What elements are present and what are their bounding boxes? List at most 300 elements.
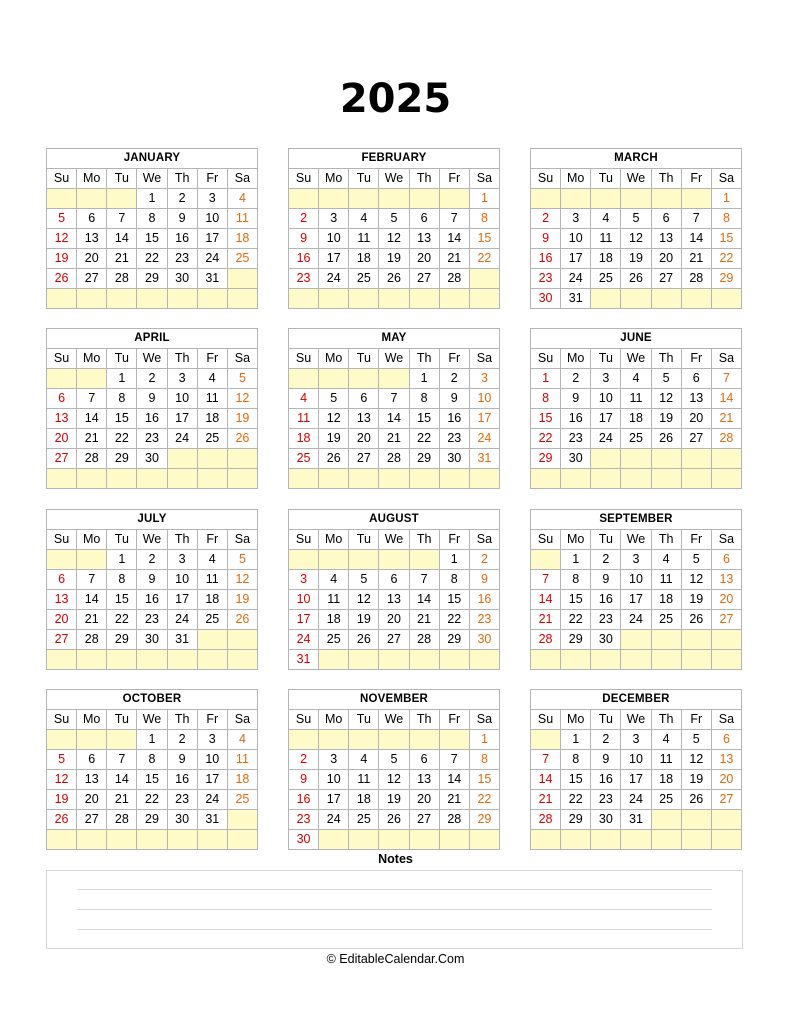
weekday-header: Fr [197,349,227,369]
empty-cell [77,289,107,309]
day-cell: 8 [137,750,167,770]
day-cell: 17 [167,409,197,429]
empty-cell [651,189,681,209]
day-cell: 21 [379,429,409,449]
day-cell: 28 [439,269,469,289]
empty-cell [439,469,469,489]
day-cell: 27 [681,429,711,449]
weekday-header: We [137,530,167,550]
day-cell: 28 [107,810,137,830]
day-cell: 23 [137,610,167,630]
day-cell: 19 [47,790,77,810]
empty-cell [319,650,349,670]
day-cell: 16 [561,409,591,429]
empty-cell [531,550,561,570]
day-cell: 23 [591,610,621,630]
day-cell: 11 [591,229,621,249]
day-cell: 19 [621,249,651,269]
day-cell: 8 [561,570,591,590]
day-cell: 3 [561,209,591,229]
day-cell: 22 [531,429,561,449]
day-cell: 30 [469,630,499,650]
day-cell: 4 [591,209,621,229]
day-cell: 4 [319,570,349,590]
month-name: JANUARY [47,149,258,169]
day-cell: 11 [197,389,227,409]
day-cell: 25 [621,429,651,449]
day-cell: 24 [591,429,621,449]
day-cell: 15 [409,409,439,429]
day-cell: 1 [469,189,499,209]
empty-cell [227,630,257,650]
month-june [530,328,742,489]
weekday-header: Fr [197,530,227,550]
weekday-header: Th [651,710,681,730]
day-cell: 27 [47,449,77,469]
day-cell: 1 [137,189,167,209]
notes-box[interactable] [46,870,743,949]
weekday-header: Th [409,710,439,730]
day-cell: 14 [531,770,561,790]
day-cell: 28 [409,630,439,650]
empty-cell [379,469,409,489]
day-cell: 11 [197,570,227,590]
empty-cell [379,730,409,750]
day-cell: 28 [107,269,137,289]
weekday-header: Sa [227,349,257,369]
empty-cell [47,650,77,670]
day-cell: 19 [227,409,257,429]
weekday-header: Su [47,710,77,730]
day-cell: 19 [651,409,681,429]
day-cell: 19 [681,770,711,790]
day-cell: 16 [137,590,167,610]
day-cell: 5 [319,389,349,409]
empty-cell [137,289,167,309]
weekday-header: Sa [711,710,741,730]
day-cell: 29 [107,449,137,469]
day-cell: 26 [681,790,711,810]
empty-cell [561,189,591,209]
day-cell: 1 [531,369,561,389]
month-december [530,689,742,850]
day-cell: 11 [319,590,349,610]
day-cell: 1 [107,550,137,570]
day-cell: 18 [289,429,319,449]
day-cell: 28 [531,810,561,830]
month-name: JULY [47,510,258,530]
day-cell: 23 [167,790,197,810]
day-cell: 31 [561,289,591,309]
empty-cell [561,469,591,489]
day-cell: 24 [561,269,591,289]
day-cell: 26 [681,610,711,630]
weekday-header: Sa [711,169,741,189]
empty-cell [681,650,711,670]
empty-cell [319,730,349,750]
day-cell: 18 [349,249,379,269]
day-cell: 11 [227,209,257,229]
day-cell: 13 [409,770,439,790]
day-cell: 24 [319,269,349,289]
month-august [288,509,500,670]
empty-cell [409,289,439,309]
day-cell: 13 [379,590,409,610]
day-cell: 10 [319,770,349,790]
day-cell: 5 [349,570,379,590]
empty-cell [409,469,439,489]
day-cell: 12 [47,770,77,790]
day-cell: 14 [77,590,107,610]
day-cell: 9 [289,229,319,249]
day-cell: 17 [469,409,499,429]
day-cell: 16 [167,229,197,249]
day-cell: 18 [651,590,681,610]
day-cell: 12 [227,570,257,590]
weekday-header: Th [167,530,197,550]
day-cell: 22 [107,610,137,630]
day-cell: 21 [77,429,107,449]
day-cell: 7 [379,389,409,409]
day-cell: 29 [711,269,741,289]
weekday-header: Th [409,530,439,550]
empty-cell [167,449,197,469]
day-cell: 22 [561,610,591,630]
day-cell: 7 [439,750,469,770]
empty-cell [379,650,409,670]
day-cell: 23 [289,269,319,289]
day-cell: 1 [711,189,741,209]
day-cell: 6 [409,750,439,770]
day-cell: 16 [167,770,197,790]
day-cell: 30 [591,810,621,830]
day-cell: 23 [469,610,499,630]
weekday-header: Th [167,710,197,730]
day-cell: 25 [319,630,349,650]
day-cell: 14 [439,229,469,249]
notes-line [77,929,712,930]
day-cell: 15 [531,409,561,429]
empty-cell [167,830,197,850]
day-cell: 20 [651,249,681,269]
month-october [46,689,258,850]
day-cell: 26 [651,429,681,449]
empty-cell [379,289,409,309]
weekday-header: Sa [469,349,499,369]
day-cell: 1 [561,730,591,750]
day-cell: 23 [137,429,167,449]
day-cell: 24 [289,630,319,650]
day-cell: 24 [167,610,197,630]
day-cell: 31 [621,810,651,830]
day-cell: 30 [289,830,319,850]
day-cell: 9 [137,570,167,590]
empty-cell [379,830,409,850]
empty-cell [289,369,319,389]
empty-cell [349,289,379,309]
day-cell: 14 [77,409,107,429]
empty-cell [591,830,621,850]
day-cell: 14 [107,770,137,790]
empty-cell [591,650,621,670]
day-cell: 16 [469,590,499,610]
day-cell: 29 [561,630,591,650]
day-cell: 7 [681,209,711,229]
day-cell: 26 [227,429,257,449]
empty-cell [227,650,257,670]
day-cell: 22 [469,249,499,269]
weekday-header: Fr [681,530,711,550]
day-cell: 18 [621,409,651,429]
weekday-header: Th [167,349,197,369]
empty-cell [711,449,741,469]
day-cell: 21 [77,610,107,630]
day-cell: 26 [319,449,349,469]
day-cell: 13 [77,770,107,790]
day-cell: 1 [409,369,439,389]
empty-cell [651,469,681,489]
day-cell: 23 [531,269,561,289]
weekday-header: Su [531,710,561,730]
day-cell: 4 [349,750,379,770]
day-cell: 9 [591,570,621,590]
empty-cell [651,650,681,670]
day-cell: 26 [47,810,77,830]
day-cell: 19 [349,610,379,630]
day-cell: 15 [137,229,167,249]
day-cell: 29 [469,810,499,830]
empty-cell [651,289,681,309]
day-cell: 5 [379,750,409,770]
day-cell: 25 [227,790,257,810]
day-cell: 1 [469,730,499,750]
weekday-header: We [137,169,167,189]
empty-cell [197,469,227,489]
day-cell: 11 [651,750,681,770]
day-cell: 30 [561,449,591,469]
day-cell: 11 [289,409,319,429]
day-cell: 28 [531,630,561,650]
weekday-header: Su [531,169,561,189]
day-cell: 25 [197,610,227,630]
day-cell: 26 [621,269,651,289]
day-cell: 26 [379,269,409,289]
day-cell: 4 [197,369,227,389]
day-cell: 3 [319,750,349,770]
day-cell: 17 [621,770,651,790]
weekday-header: Tu [591,169,621,189]
day-cell: 5 [681,730,711,750]
day-cell: 25 [651,610,681,630]
day-cell: 16 [289,249,319,269]
day-cell: 14 [409,590,439,610]
month-name: DECEMBER [531,690,742,710]
empty-cell [621,289,651,309]
empty-cell [409,189,439,209]
day-cell: 27 [409,269,439,289]
day-cell: 7 [531,570,561,590]
empty-cell [107,650,137,670]
empty-cell [227,830,257,850]
weekday-header: Fr [197,710,227,730]
day-cell: 24 [167,429,197,449]
month-january [46,148,258,309]
empty-cell [621,469,651,489]
day-cell: 13 [409,229,439,249]
day-cell: 19 [379,790,409,810]
empty-cell [197,830,227,850]
day-cell: 19 [379,249,409,269]
weekday-header: Tu [349,710,379,730]
empty-cell [621,630,651,650]
weekday-header: Fr [439,169,469,189]
weekday-header: Mo [319,349,349,369]
day-cell: 29 [137,810,167,830]
day-cell: 17 [197,770,227,790]
day-cell: 25 [349,269,379,289]
day-cell: 22 [561,790,591,810]
day-cell: 9 [439,389,469,409]
day-cell: 9 [531,229,561,249]
day-cell: 5 [227,550,257,570]
empty-cell [439,289,469,309]
day-cell: 13 [711,750,741,770]
empty-cell [379,369,409,389]
empty-cell [531,189,561,209]
day-cell: 14 [379,409,409,429]
day-cell: 7 [107,750,137,770]
day-cell: 6 [379,570,409,590]
empty-cell [47,369,77,389]
empty-cell [439,189,469,209]
day-cell: 16 [439,409,469,429]
empty-cell [621,830,651,850]
empty-cell [349,369,379,389]
empty-cell [107,189,137,209]
day-cell: 7 [107,209,137,229]
day-cell: 19 [681,590,711,610]
empty-cell [107,469,137,489]
day-cell: 8 [561,750,591,770]
empty-cell [77,189,107,209]
weekday-header: We [621,349,651,369]
weekday-header: We [379,349,409,369]
weekday-header: Su [289,710,319,730]
day-cell: 8 [531,389,561,409]
empty-cell [319,369,349,389]
day-cell: 17 [621,590,651,610]
weekday-header: Su [289,169,319,189]
day-cell: 15 [469,770,499,790]
day-cell: 24 [621,610,651,630]
empty-cell [197,289,227,309]
weekday-header: Mo [561,530,591,550]
day-cell: 22 [409,429,439,449]
empty-cell [409,730,439,750]
weekday-header: Tu [349,169,379,189]
empty-cell [711,289,741,309]
weekday-header: Sa [711,349,741,369]
day-cell: 9 [167,209,197,229]
day-cell: 8 [469,750,499,770]
day-cell: 17 [167,590,197,610]
weekday-header: Mo [319,530,349,550]
day-cell: 25 [651,790,681,810]
empty-cell [561,830,591,850]
day-cell: 10 [167,570,197,590]
empty-cell [349,730,379,750]
month-november [288,689,500,850]
weekday-header: We [379,530,409,550]
day-cell: 18 [651,770,681,790]
day-cell: 8 [409,389,439,409]
empty-cell [591,449,621,469]
day-cell: 3 [621,550,651,570]
empty-cell [621,449,651,469]
empty-cell [531,730,561,750]
empty-cell [227,469,257,489]
empty-cell [197,650,227,670]
day-cell: 16 [531,249,561,269]
empty-cell [591,289,621,309]
empty-cell [167,650,197,670]
day-cell: 9 [469,570,499,590]
empty-cell [439,650,469,670]
day-cell: 17 [289,610,319,630]
day-cell: 27 [711,790,741,810]
day-cell: 20 [77,249,107,269]
day-cell: 30 [167,810,197,830]
weekday-header: Th [651,530,681,550]
day-cell: 20 [47,610,77,630]
empty-cell [197,449,227,469]
day-cell: 9 [289,770,319,790]
day-cell: 20 [77,790,107,810]
weekday-header: Tu [349,530,379,550]
day-cell: 3 [591,369,621,389]
day-cell: 1 [439,550,469,570]
empty-cell [681,830,711,850]
month-july [46,509,258,670]
day-cell: 6 [711,730,741,750]
empty-cell [439,730,469,750]
empty-cell [711,650,741,670]
day-cell: 30 [591,630,621,650]
day-cell: 8 [469,209,499,229]
weekday-header: Su [289,349,319,369]
day-cell: 8 [711,209,741,229]
empty-cell [711,469,741,489]
day-cell: 13 [711,570,741,590]
day-cell: 11 [651,570,681,590]
empty-cell [349,550,379,570]
weekday-header: Fr [681,710,711,730]
day-cell: 24 [469,429,499,449]
empty-cell [379,550,409,570]
day-cell: 19 [319,429,349,449]
empty-cell [409,650,439,670]
day-cell: 5 [379,209,409,229]
weekday-header: Su [531,349,561,369]
empty-cell [107,830,137,850]
day-cell: 18 [197,409,227,429]
weekday-header: Fr [439,349,469,369]
empty-cell [77,369,107,389]
day-cell: 8 [439,570,469,590]
day-cell: 13 [47,590,77,610]
day-cell: 11 [227,750,257,770]
day-cell: 8 [107,570,137,590]
